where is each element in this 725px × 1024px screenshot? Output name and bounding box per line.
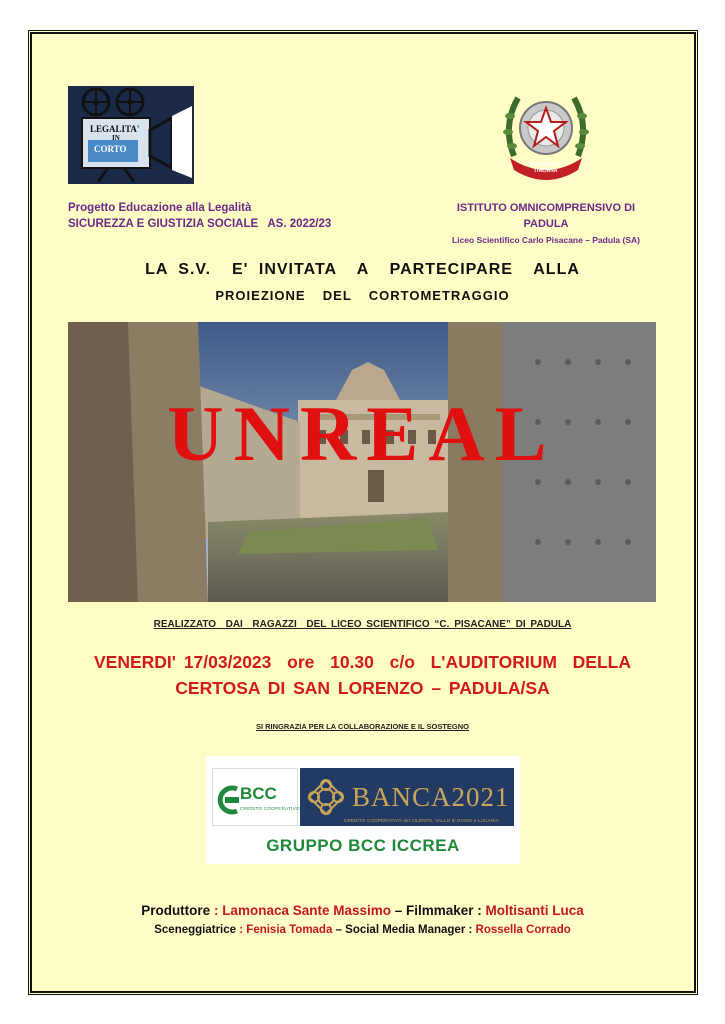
project-title: Progetto Educazione alla Legalità xyxy=(68,202,252,214)
film-camera-icon xyxy=(68,86,194,184)
event-venue: CERTOSA DI SAN LORENZO – PADULA/SA xyxy=(175,678,550,698)
writer-name: Fenisia Tomada xyxy=(246,924,333,936)
smm-sep: : xyxy=(465,924,476,936)
thanks-line: SI RINGRAZIA PER LA COLLABORAZIONE E IL SOSTEGNO xyxy=(255,722,470,731)
smm-label: – Social Media Manager xyxy=(332,924,466,936)
credits-line-2 xyxy=(0,924,725,936)
invite-subheading: PROIEZIONE DEL CORTOMETRAGGIO xyxy=(215,288,510,303)
writer-label: Sceneggiatrice xyxy=(154,924,237,936)
bcc-name: BCC xyxy=(240,784,277,803)
filmmaker-name: Moltisanti Luca xyxy=(485,903,584,918)
banca-knot-icon xyxy=(306,777,346,817)
producer-name: Lamonaca Sante Massimo xyxy=(222,903,391,918)
project-info xyxy=(68,200,331,232)
made-by-line: REALIZZATO DAI RAGAZZI DEL LICEO SCIENTIFICO “C. PISACANE” DI PADULA xyxy=(153,619,572,630)
filmmaker-sep: : xyxy=(473,903,486,918)
banca-subtitle: CREDITO COOPERATIVO del CILENTO, VALLO di DIANO e LUCANIA xyxy=(344,818,499,823)
film-title: UNREAL xyxy=(167,390,557,477)
filmmaker-label: – Filmmaker xyxy=(391,903,474,918)
logo-text-line3: CORTO xyxy=(94,144,127,154)
smm-name: Rossella Corrado xyxy=(475,924,571,936)
bcc-subtitle: CREDITO COOPERATIVO xyxy=(240,806,300,811)
sponsor-logo xyxy=(206,756,520,864)
project-subtitle: SICUREZZA E GIUSTIZIA SOCIALE AS. 2022/23 xyxy=(68,218,332,230)
school-info xyxy=(436,200,656,248)
banca-name: BANCA2021 xyxy=(352,782,510,812)
logo-text-line1: LEGALITA' xyxy=(90,124,140,134)
event-datetime: VENERDI' 17/03/2023 ore 10.30 c/o L'AUDITORIUM DELLA xyxy=(94,652,631,672)
group-name: GRUPPO BCC ICCREA xyxy=(266,836,460,855)
credits-line-1 xyxy=(0,903,725,918)
italian-republic-emblem xyxy=(500,86,592,182)
emblem-ribbon-text: REPVBBLICA ITALIANA xyxy=(529,162,563,174)
writer-sep: : xyxy=(236,924,247,936)
legalita-in-corto-logo xyxy=(68,86,194,184)
producer-sep: : xyxy=(210,903,223,918)
film-poster-image xyxy=(68,322,656,602)
producer-label: Produttore xyxy=(141,903,211,918)
school-name: ISTITUTO OMNICOMPRENSIVO DI PADULA xyxy=(456,202,636,230)
invite-heading: LA S.V. E' INVITATA A PARTECIPARE ALLA xyxy=(145,261,580,278)
school-sub: Liceo Scientifico Carlo Pisacane – Padula (SA) xyxy=(451,235,640,245)
logo-text-line2: IN xyxy=(112,134,120,142)
